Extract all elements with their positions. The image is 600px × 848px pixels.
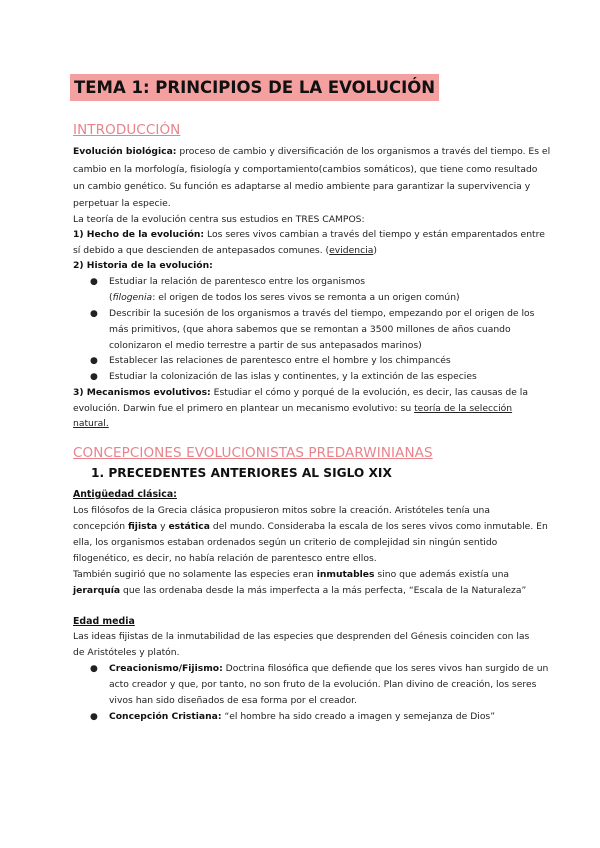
edad-media-heading: Edad media	[73, 616, 135, 627]
bullet-dot-icon: ●	[90, 664, 98, 674]
text: y	[157, 521, 169, 532]
text-line: ella, los organismos estaban ordenados según un criterio de complejidad sin ningún sentido	[73, 537, 498, 548]
historia-term: 2) Historia de la evolución:	[73, 260, 213, 271]
mecanismos-text: Estudiar el cómo y porqué de la evolución, es decir, las causas de la	[210, 387, 528, 398]
text: evolución. Darwin fue el primero en plantear un mecanismo evolutivo: su	[73, 403, 415, 414]
creacionismo-term: Creacionismo/Fijismo:	[109, 663, 223, 674]
inmutables-term: inmutables	[316, 569, 375, 580]
list-item: Estudiar la colonización de las islas y continentes, y la extinción de las especies	[109, 371, 477, 382]
jerarquia-term: jerarquía	[73, 585, 121, 596]
mecanismos-term: 3) Mecanismos evolutivos:	[73, 387, 211, 398]
filogenia-term: filogenia	[112, 292, 153, 303]
jerarquia-line	[73, 585, 526, 597]
bullet-dot-icon: ●	[90, 372, 98, 382]
list-item-cont: vivos han sido diseñados de esa forma por el creador.	[109, 695, 357, 706]
mecanismos-line-2	[73, 403, 512, 415]
mecanismos-line-3	[73, 418, 109, 430]
text: concepción	[73, 521, 128, 532]
text: del mundo. Consideraba la escala de los seres vivos como inmutable. En	[209, 521, 548, 532]
mecanismos-line	[73, 387, 528, 399]
hecho-text: Los seres vivos cambian a través del tiempo y están emparentados entre	[204, 229, 545, 240]
hecho-line	[73, 229, 545, 241]
text: “el hombre ha sido creado a imagen y semejanza de Dios”	[221, 711, 495, 722]
subheading-precedentes: 1. PRECEDENTES ANTERIORES AL SIGLO XIX	[91, 466, 392, 480]
page-title: TEMA 1: PRINCIPIOS DE LA EVOLUCIÓN	[70, 74, 439, 101]
text: Doctrina filosófica que defiende que los seres vivos han surgido de un	[222, 663, 549, 674]
list-item-cont: más primitivos, (que ahora sabemos que se remontan a 3500 millones de años cuando	[109, 324, 511, 335]
seleccion-natural-link[interactable]: teoría de la selección	[414, 403, 513, 414]
section-heading-predarwinianas: CONCEPCIONES EVOLUCIONISTAS PREDARWINIANAS	[73, 445, 433, 461]
fijista-term: fijista	[128, 521, 158, 532]
list-item-cont: colonizaron el medio terrestre a partir de sus antepasados marinos)	[109, 340, 422, 351]
paren: )	[373, 245, 377, 256]
list-item: Establecer las relaciones de parentesco entre el hombre y los chimpancés	[109, 355, 451, 366]
definition-text: proceso de cambio y diversificación de los organismos a través del tiempo. Es el	[176, 146, 551, 157]
list-item-cont	[109, 292, 460, 304]
list-item-cont: acto creador y que, por tanto, no son fruto de la evolución. Plan divino de creación, los seres	[109, 679, 537, 690]
inmutables-line	[73, 569, 509, 581]
estatica-term: estática	[168, 521, 210, 532]
creacionismo-line	[109, 663, 548, 675]
definition-term: Evolución biológica:	[73, 146, 177, 157]
historia-line	[73, 260, 213, 272]
text: sino que además existía una	[374, 569, 510, 580]
definition-line	[73, 146, 550, 158]
paren: (	[109, 292, 113, 303]
list-item: Estudiar la relación de parentesco entre los organismos	[109, 276, 366, 287]
bullet-dot-icon: ●	[90, 309, 98, 319]
text-line: cambio en la morfología, fisiología y comportamiento(cambios somáticos), que tiene como resultado	[73, 164, 538, 175]
fijista-line	[73, 521, 548, 533]
list-item: Describir la sucesión de los organismos a través del tiempo, empezando por el origen de los	[109, 308, 535, 319]
bullet-dot-icon: ●	[90, 277, 98, 287]
hecho-text: sí debido a que descienden de antepasados comunes. (	[73, 245, 330, 256]
text-line: de Aristóteles y platón.	[73, 647, 180, 658]
text-line: filogenético, es decir, no había relación de parentesco entre ellos.	[73, 553, 377, 564]
text-line: Los filósofos de la Grecia clásica propusieron mitos sobre la creación. Aristóteles tenía una	[73, 505, 490, 516]
text-line: perpetuar la especie.	[73, 198, 171, 209]
evidencia-link[interactable]: evidencia	[329, 245, 374, 256]
bullet-dot-icon: ●	[90, 712, 98, 722]
text: : el origen de todos los seres vivos se remonta a un origen común)	[152, 292, 460, 303]
hecho-line-2	[73, 245, 377, 257]
text-line: un cambio genético. Su función es adaptarse al medio ambiente para garantizar la supervivencia y	[73, 181, 531, 192]
section-heading-introduccion: INTRODUCCIÓN	[73, 122, 181, 138]
text: También sugirió que no solamente las especies eran	[73, 569, 317, 580]
text: que las ordenaba desde la más imperfecta a la más perfecta, “Escala de la Naturaleza”	[120, 585, 527, 596]
concepcion-cristiana-term: Concepción Cristiana:	[109, 711, 222, 722]
hecho-term: 1) Hecho de la evolución:	[73, 229, 205, 240]
text-line: Las ideas fijistas de la inmutabilidad de las especies que desprenden del Génesis coinciden con las	[73, 631, 530, 642]
bullet-dot-icon: ●	[90, 356, 98, 366]
text-line: La teoría de la evolución centra sus estudios en TRES CAMPOS:	[73, 214, 365, 225]
concepcion-cristiana-line	[109, 711, 495, 723]
seleccion-natural-link-cont[interactable]: natural.	[73, 418, 109, 429]
antiguedad-heading: Antigüedad clásica:	[73, 489, 177, 500]
